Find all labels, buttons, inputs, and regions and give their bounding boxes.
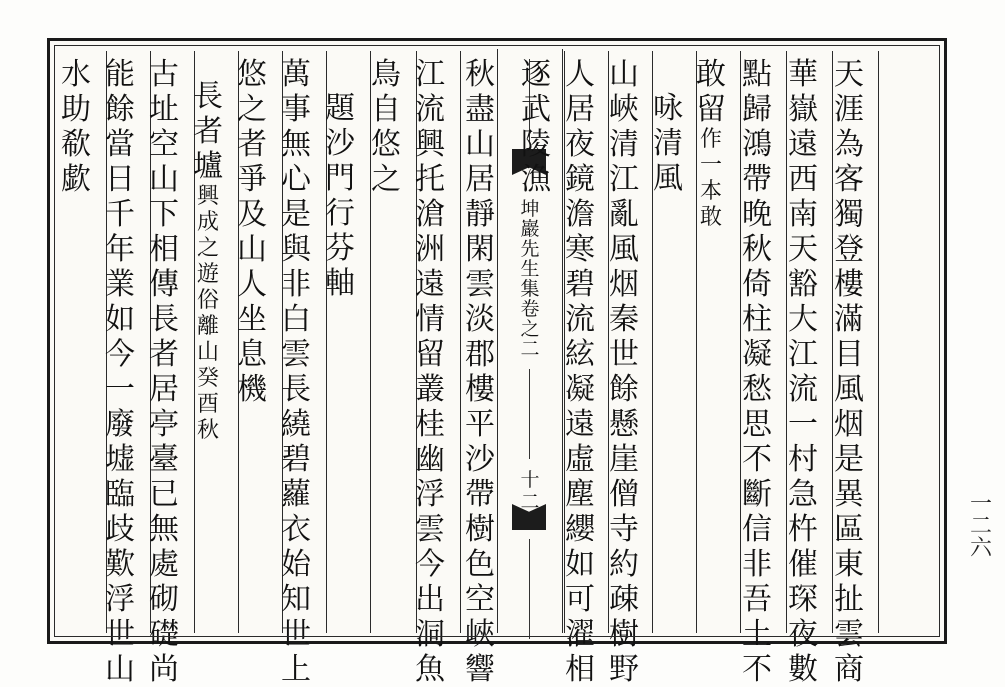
column-rule	[150, 51, 151, 633]
column-rule	[878, 51, 879, 633]
text-column-c17	[102, 57, 138, 687]
column-text: 逐 武 陵 漁	[521, 57, 551, 197]
column-text: 能 餘 當 日 千 年 業 如 今 一 廢 墟 臨 歧 歎 浮 世 山	[105, 57, 135, 687]
column-text: 古 址 空 山 下 相 傳 長 者 居 亭 臺 已 無 處 砌 礎 尚	[149, 57, 179, 687]
text-column-c15	[190, 79, 226, 444]
column-text: 天 涯 為 客 獨 登 樓 滿 目 風 烟 是 異 區 東 扯 雲 商	[834, 57, 864, 687]
column-text: 華 嶽 遠 西 南 天 豁 大 江 流 一 村 急 杵 催 琛 夜 數	[788, 57, 818, 687]
column-rule	[564, 51, 565, 633]
text-column-c11	[368, 57, 404, 197]
column-rule	[238, 51, 239, 633]
column-rule	[416, 51, 417, 633]
margin-page-number: 一 二 六	[969, 492, 992, 561]
column-text: 萬 事 無 心 是 與 非 白 雲 長 繞 碧 蘿 衣 始 知 世 上	[281, 57, 311, 687]
text-column-c3	[739, 57, 775, 687]
text-column-c10	[412, 57, 448, 687]
column-text: 鳥 自 悠 之	[371, 57, 401, 197]
column-text: 山 峽 清 江 亂 風 烟 秦 世 餘 懸 崖 僧 寺 約 疎 樹 野	[609, 57, 639, 687]
column-text: 江 流 興 托 滄 洲 遠 情 留 叢 桂 幽 浮 雲 今 出 洞 魚	[415, 57, 445, 687]
column-text: 人 居 夜 鏡 澹 寒 碧 流 絃 凝 遠 虛 塵 纓 如 可 濯 相	[565, 57, 595, 687]
center-rule-bottom	[529, 539, 530, 639]
column-rule	[106, 51, 107, 633]
center-rule-mid	[529, 369, 530, 459]
text-column-c8	[518, 57, 554, 197]
text-column-c1	[831, 57, 867, 687]
text-column-c4	[693, 57, 729, 231]
column-text: 秋 盡 山 居 靜 閑 雲 淡 郡 樓 平 沙 帶 樹 色 空 峽 響	[465, 57, 495, 687]
center-title: 坤 巖 先 生 集 卷 之 二	[520, 198, 540, 360]
text-column-c6	[606, 57, 642, 687]
column-annotation: 興 成 之 遊 俗 離 山 癸 酉 秋	[196, 184, 219, 443]
text-column-c12	[322, 91, 358, 301]
column-text: 悠 之 者 爭 及 山 人 坐 息 機	[237, 57, 267, 407]
text-column-c18	[58, 57, 94, 197]
text-column-c14	[234, 57, 270, 407]
text-column-c16	[146, 57, 182, 687]
column-rule	[194, 51, 195, 633]
column-text: 點 歸 鴻 帶 晚 秋 倚 柱 凝 愁 思 不 斷 信 非 吾 土 不	[742, 57, 772, 687]
column-rule	[786, 51, 787, 633]
text-column-c5	[650, 91, 686, 196]
column-text: 敢 留	[696, 57, 726, 127]
column-rule	[652, 51, 653, 633]
column-text: 長 者 壚	[193, 79, 223, 184]
center-page-number: 十 二	[520, 469, 540, 513]
book-page-frame	[47, 38, 947, 687]
column-rule	[282, 51, 283, 633]
column-rule	[370, 51, 371, 633]
fishtail-mark-bottom	[512, 504, 546, 530]
fishtail-mark-top	[512, 149, 546, 175]
column-rule	[460, 51, 461, 633]
center-rule-top	[529, 59, 530, 143]
column-text: 水 助 欷 歔	[61, 57, 91, 197]
column-text: 咏 清 風	[653, 91, 683, 196]
column-rule	[696, 51, 697, 633]
column-rule	[326, 51, 327, 633]
text-column-c9	[462, 57, 498, 687]
column-text: 題 沙 門 行 芬 軸	[325, 91, 355, 301]
column-rule	[608, 51, 609, 633]
text-column-c7	[562, 57, 598, 687]
column-rule	[740, 51, 741, 633]
text-column-c13	[278, 57, 314, 687]
text-column-c2	[785, 57, 821, 687]
column-rule	[832, 51, 833, 633]
column-annotation: 作 一 本 敢	[699, 127, 722, 230]
center-fold-band	[497, 49, 563, 633]
